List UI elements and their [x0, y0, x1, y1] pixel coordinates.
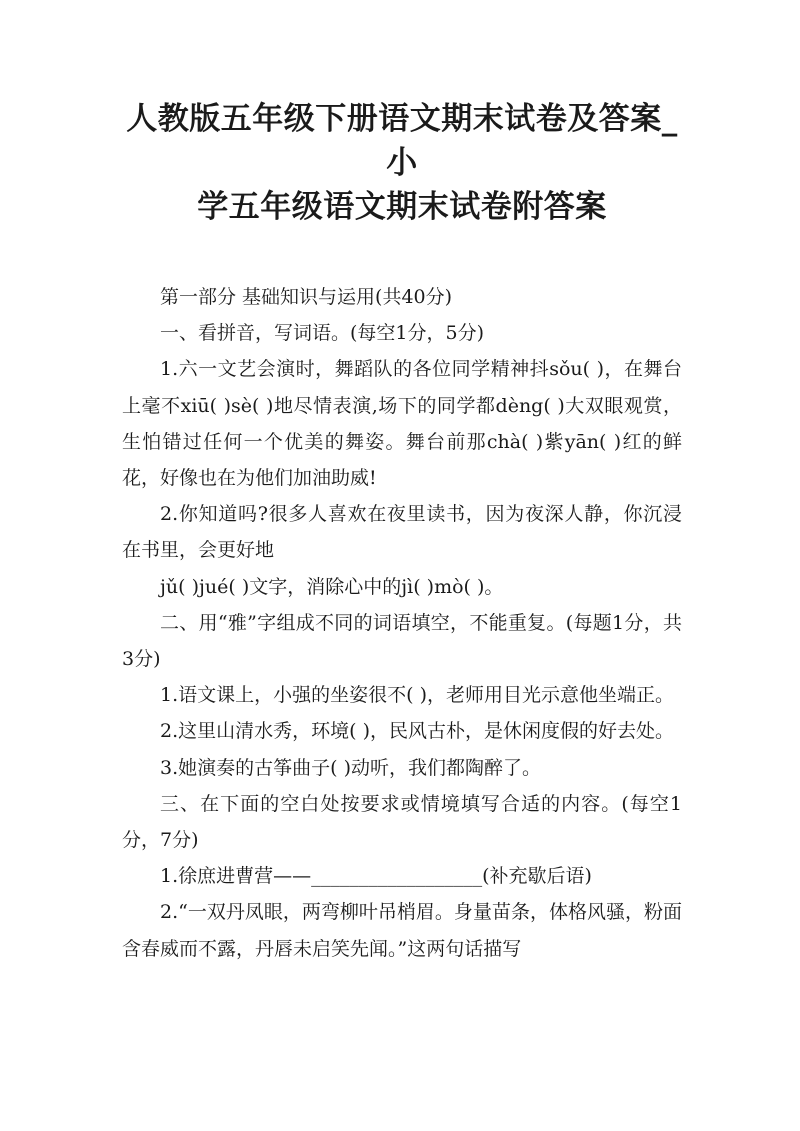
question-item: 3.她演奏的古筝曲子( )动听，我们都陶醉了。 — [160, 756, 541, 779]
question-item: 2.“一双丹凤眼，两弯柳叶吊梢眉。身量苗条，体格风骚，粉面含春威而不露，丹唇未启笑先闻。”这两句话描写 — [122, 901, 682, 960]
document-title — [122, 97, 682, 229]
question-heading-2: 二、用“雅”字组成不同的词语填空，不能重复。(每题1分，共3分) — [122, 611, 682, 671]
question-item-continued: jǔ( )jué( )文字，消除心中的jì( )mò( )。 — [160, 575, 504, 598]
title-line-2: 学五年级语文期末试卷附答案 — [197, 189, 607, 225]
question-item: 1.徐庶进曹营——__________________(补充歇后语) — [160, 865, 592, 888]
question-item: 1.语文课上，小强的坐姿很不( )，老师用目光示意他坐端正。 — [160, 684, 674, 707]
document-body — [122, 279, 682, 967]
question-item: 1.六一文艺会演时，舞蹈队的各位同学精神抖sǒu( )，在舞台上毫不xiū( )sè( )地尽情表演,场下的同学都dèng( )大双眼观赏，生怕错过任何一个优美的舞姿。舞台前那chà( )紫yān( )红的鲜花，好像也在为他们加油助威! — [122, 358, 682, 490]
question-heading-1: 一、看拼音，写词语。(每空1分，5分) — [160, 322, 485, 345]
section-heading-part-one: 第一部分 基础知识与运用(共40分) — [160, 286, 453, 308]
title-line-1: 人教版五年级下册语文期末试卷及答案_小 — [126, 101, 678, 181]
question-heading-3: 三、在下面的空白处按要求或情境填写合适的内容。(每空1分，7分) — [122, 792, 682, 852]
question-item: 2.这里山清水秀，环境( )，民风古朴，是休闲度假的好去处。 — [160, 720, 674, 743]
question-item: 2.你知道吗?很多人喜欢在夜里读书，因为夜深人静，你沉浸在书里，会更好地 — [122, 503, 682, 562]
